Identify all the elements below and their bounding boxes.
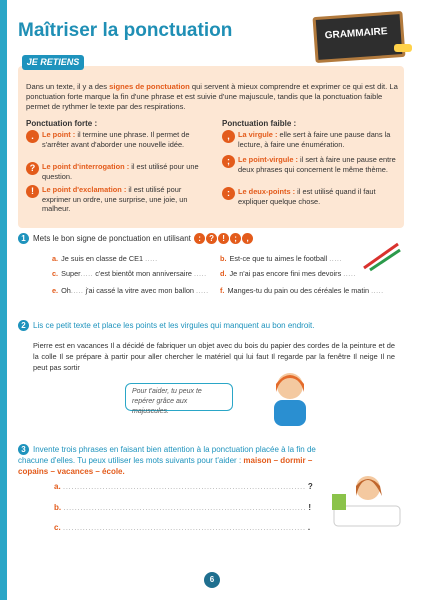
line-letter: b. [54,503,62,512]
sentence-e[interactable]: e. Oh..... j'ai cassé la vitre avec mon ballon ..... [52,286,209,295]
exercise-3-instruction [18,444,318,477]
rule-comma [238,130,398,149]
left-color-bar [0,0,7,600]
sentence-text: Est-ce que tu aimes le football [229,254,328,263]
rule-key: Le point d'exclamation : [42,185,127,194]
rule-key: Le point d'interrogation : [42,162,130,171]
rule-question [42,162,207,181]
line-letter: c. [54,523,61,532]
rule-exclamation [42,185,207,214]
sentence-a[interactable]: a. Je suis en classe de CE1 ..... [52,254,158,263]
exclamation-icon: ! [218,233,229,244]
exercise-number: 3 [18,444,29,455]
rule-text: il est utilisé pour une question. [42,162,199,181]
colon-icon: : [194,233,205,244]
badge-label: GRAMMAIRE [324,26,388,42]
rule-text: il est utilisé pour exprimer un ordre, une surprise, une joie, un malheur. [42,185,188,214]
answer-line-c[interactable]: c. ...................................................................................... . [54,523,311,532]
period-symbol-icon: . [26,130,39,143]
line-letter: a. [54,482,61,491]
rule-key: La virgule : [238,130,278,139]
suggested-words: maison – dormir – copains – vacances – école. [18,456,313,476]
sponge-icon [394,44,412,52]
question-symbol-icon: ? [26,162,39,175]
answer-line-b[interactable]: b. ...................................................................................... ! [54,503,311,512]
exercise-number: 1 [18,233,29,244]
sentence-letter: f. [220,286,225,295]
sentence-d[interactable]: d. Je n'ai pas encore fini mes devoirs ..... [220,269,356,278]
intro-text-2: qui servent à mieux comprendre et exprimer ce qui est dit. La ponctuation forte marque la fin d'une phrase et est suivie d'une majuscule, tandis que la ponctuation faible permet de rythmer le texte par des respirations. [26,82,398,111]
sentence-text: Manges-tu du pain ou des céréales le matin [227,286,370,295]
exercise-2-text[interactable]: Pierre est en vacances Il a décidé de fabriquer un objet avec du bois du papier des cordes de la peinture et de la colle Il se prépare à partir pour aller chercher le matériel qui lui faut Il regarde par la fenêtre Il neige Il ne peut pas sortir [33,341,395,372]
rule-text: elle sert à faire une pause dans la lecture, à faire une énumération. [238,130,391,149]
instruction-text: Mets le bon signe de ponctuation en utilisant [33,234,191,243]
sentence-text: Je n'ai pas encore fini mes devoirs [229,269,342,278]
sentence-text: Je suis en classe de CE1 [61,254,144,263]
exercise-number: 2 [18,320,29,331]
rule-key: Le point-virgule : [238,155,298,164]
instruction-text: Invente trois phrases en faisant bien attention à la ponctuation placée à la fin de chacune d'elles. Tu peux utiliser les mots suivants pour t'aider : [18,445,316,465]
weak-heading: Ponctuation faible : [222,119,297,128]
sentence-text: Super [61,269,81,278]
chalkboard-badge [313,11,406,63]
rule-key: Le deux-points : [238,187,296,196]
semicolon-icon: ; [230,233,241,244]
sentence-c[interactable]: c. Super..... c'est bientôt mon anniversaire ..... [52,269,207,278]
je-retiens-tag: JE RETIENS [22,55,84,70]
question-icon: ? [206,233,217,244]
pencils-icon [360,240,404,274]
instruction-text: Lis ce petit texte et place les points et les virgules qui manquent au bon endroit. [33,321,315,330]
writing-child-illustration-icon [328,470,404,530]
page-number: 6 [204,572,220,588]
line-end-symbol: ? [307,482,313,491]
rule-period [42,130,207,149]
rule-colon [238,187,398,206]
sentence-f[interactable]: f. Manges-tu du pain ou des céréales le matin ..... [220,286,384,295]
strong-heading: Ponctuation forte : [26,119,98,128]
semicolon-symbol-icon: ; [222,155,235,168]
sentence-letter: b. [220,254,227,263]
comma-symbol-icon: , [222,130,235,143]
rule-key: Le point : [42,130,76,139]
colon-symbol-icon: : [222,187,235,200]
line-end-symbol: ! [308,503,311,512]
sentence-text: Oh [61,286,71,295]
rule-text: il termine une phrase. Il permet de s'arrêter avant d'aborder une nouvelle idée. [42,130,190,149]
sentence-letter: e. [52,286,59,295]
rule-intro [26,82,398,112]
intro-highlight: signes de ponctuation [109,82,190,91]
sentence-b[interactable]: b. Est-ce que tu aimes le football ..... [220,254,342,263]
sentence-letter: d. [220,269,227,278]
intro-text-1: Dans un texte, il y a des [26,82,110,91]
teacher-illustration-icon [262,368,318,426]
sentence-letter: a. [52,254,59,263]
answer-line-a[interactable]: a. ...................................................................................... ? [54,482,313,491]
exercise-2-instruction [18,320,408,331]
exercise-1-instruction [18,233,253,244]
rule-text: il est utilisé quand il faut expliquer quelque chose. [238,187,376,206]
sentence-after: j'ai cassé la vitre avec mon ballon [83,286,194,295]
sentence-letter: c. [52,269,59,278]
comma-icon: , [242,233,253,244]
line-end-symbol: . [307,523,311,532]
hint-bubble: Pour t'aider, tu peux te repérer grâce aux majuscules. [125,383,233,411]
rule-text: il sert à faire une pause entre deux phrases qui concernent le même thème. [238,155,396,174]
exclamation-symbol-icon: ! [26,185,39,198]
page-title: Maîtriser la ponctuation [18,20,233,41]
rule-semicolon [238,155,398,174]
sentence-after: c'est bientôt mon anniversaire [93,269,192,278]
